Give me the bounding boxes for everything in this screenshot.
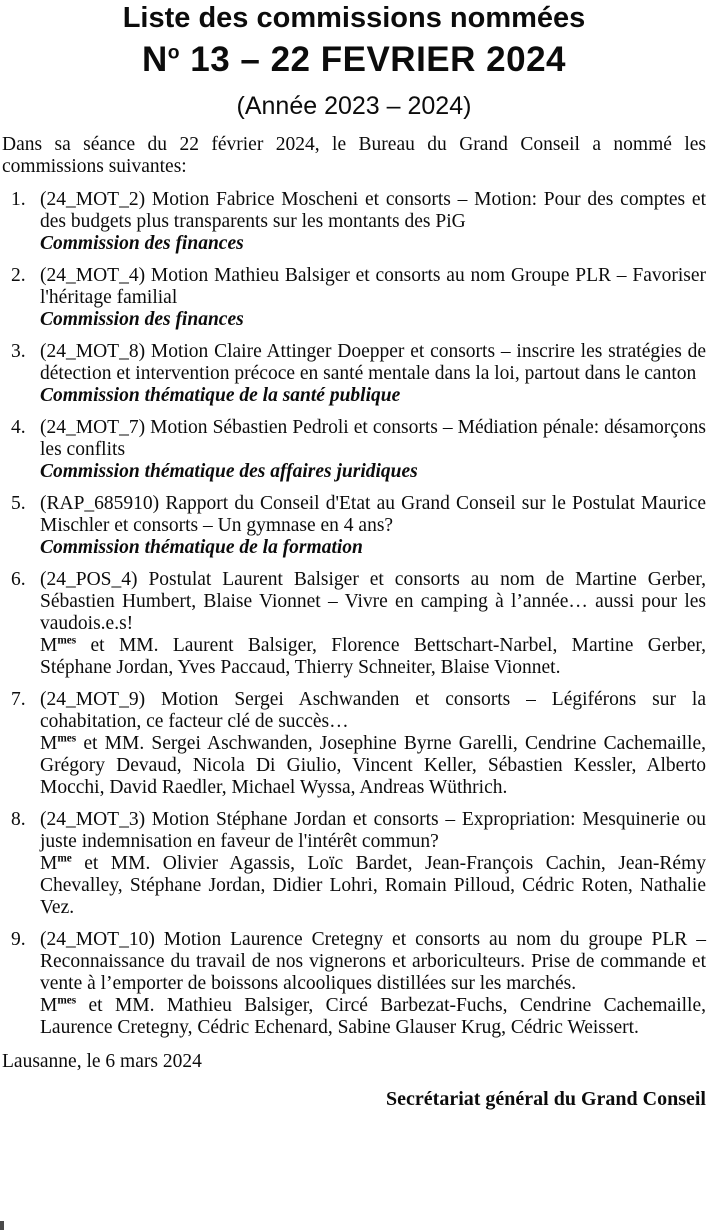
members-names: et MM. Sergei Aschwanden, Josephine Byrne Garelli, Cendrine Cachemaille, Grégory Devaud, Nicola Di Giulio, Vincent Keller, Sébastien Kessler, Alberto Mocchi, David Raedler, Michael Wyssa, Andreas Wüthrich. — [40, 733, 706, 798]
item-number: 7. — [11, 689, 26, 710]
members-names: et MM. Olivier Agassis, Loïc Bardet, Jean-François Cachin, Jean-Rémy Chevalley, Stéphane Jordan, Didier Lohri, Romain Pilloud, Cédric Roten, Nathalie Vez. — [40, 853, 706, 918]
item-number: 1. — [11, 189, 26, 210]
item-text: (24_MOT_4) Motion Mathieu Balsiger et consorts au nom Groupe PLR – Favoriser l'héritage familial — [40, 265, 706, 308]
commission-list — [2, 189, 706, 1039]
commission-name: Commission thématique de la formation — [40, 537, 363, 558]
item-number: 2. — [11, 265, 26, 286]
commission-name: Commission des finances — [40, 309, 244, 330]
members-names: et MM. Mathieu Balsiger, Circé Barbezat-Fuchs, Cendrine Cachemaille, Laurence Cretegny, Cédric Echenard, Sabine Glauser Krug, Cédric Weissert. — [40, 995, 706, 1038]
document-number-rest: 13 – 22 FEVRIER 2024 — [180, 40, 567, 79]
intro-paragraph: Dans sa séance du 22 février 2024, le Bureau du Grand Conseil a nommé les commissions suivantes: — [2, 134, 706, 177]
members-list — [40, 635, 706, 679]
members-title: M — [40, 853, 58, 874]
item-number: 9. — [11, 929, 26, 950]
members-list — [40, 995, 706, 1039]
list-item-5 — [2, 493, 706, 559]
document-number-superscript: o — [167, 42, 181, 64]
item-text: (24_MOT_3) Motion Stéphane Jordan et consorts – Expropriation: Mesquinerie ou juste indemnisation en faveur de l'intérêt commun? — [40, 809, 706, 852]
list-item-1 — [2, 189, 706, 255]
list-item-7 — [2, 689, 706, 799]
members-list — [40, 853, 706, 919]
signature: Secrétariat général du Grand Conseil — [386, 1088, 706, 1110]
members-title-superscript: mes — [57, 732, 77, 745]
place-date: Lausanne, le 6 mars 2024 — [2, 1051, 202, 1072]
document-number — [2, 40, 706, 80]
members-title-superscript: mes — [57, 994, 77, 1007]
item-text: (24_MOT_9) Motion Sergei Aschwanden et consorts – Légiférons sur la cohabitation, ce facteur clé de succès… — [40, 689, 706, 732]
list-item-8 — [2, 809, 706, 919]
commission-name: Commission thématique de la santé publique — [40, 385, 401, 406]
list-item-4 — [2, 417, 706, 483]
list-item-6 — [2, 569, 706, 679]
item-text: (24_MOT_7) Motion Sébastien Pedroli et consorts – Médiation pénale: désamorçons les conflits — [40, 417, 706, 460]
members-title: M — [40, 995, 58, 1016]
commission-name: Commission des finances — [40, 233, 244, 254]
list-item-9 — [2, 929, 706, 1039]
item-number: 8. — [11, 809, 26, 830]
year-subtitle: (Année 2023 – 2024) — [236, 92, 472, 120]
members-title: M — [40, 635, 58, 656]
item-text: (24_MOT_8) Motion Claire Attinger Doepper et consorts – inscrire les stratégies de détection et intervention précoce en santé mentale dans la loi, partout dans le canton — [40, 341, 706, 384]
page-title: Liste des commissions nommées — [122, 2, 586, 34]
item-text: (24_MOT_10) Motion Laurence Cretegny et consorts au nom du groupe PLR – Reconnaissance du travail de nos vignerons et arboriculteurs. Prise de commande et vente à l’emporter de boissons alcooliques distillées sur les marchés. — [40, 929, 706, 994]
scan-artifact — [0, 1221, 4, 1230]
members-names: et MM. Laurent Balsiger, Florence Bettschart-Narbel, Martine Gerber, Stéphane Jordan, Yves Paccaud, Thierry Schneiter, Blaise Vionnet. — [40, 635, 706, 678]
members-list — [40, 733, 706, 799]
item-number: 5. — [11, 493, 26, 514]
item-number: 6. — [11, 569, 26, 590]
item-text: (24_MOT_2) Motion Fabrice Moscheni et consorts – Motion: Pour des comptes et des budgets plus transparents sur les montants des PiG — [40, 189, 706, 232]
commission-name: Commission thématique des affaires juridiques — [40, 461, 418, 482]
item-text: (24_POS_4) Postulat Laurent Balsiger et consorts au nom de Martine Gerber, Sébastien Humbert, Blaise Vionnet – Vivre en camping à l’année… aussi pour les vaudois.e.s! — [40, 569, 706, 634]
document-number-base: N — [141, 40, 168, 79]
item-number: 3. — [11, 341, 26, 362]
members-title-superscript: mes — [57, 634, 77, 647]
item-number: 4. — [11, 417, 26, 438]
members-title: M — [40, 733, 58, 754]
list-item-3 — [2, 341, 706, 407]
list-item-2 — [2, 265, 706, 331]
members-title-superscript: me — [57, 852, 72, 865]
item-text: (RAP_685910) Rapport du Conseil d'Etat au Grand Conseil sur le Postulat Maurice Mischler et consorts – Un gymnase en 4 ans? — [40, 493, 706, 536]
